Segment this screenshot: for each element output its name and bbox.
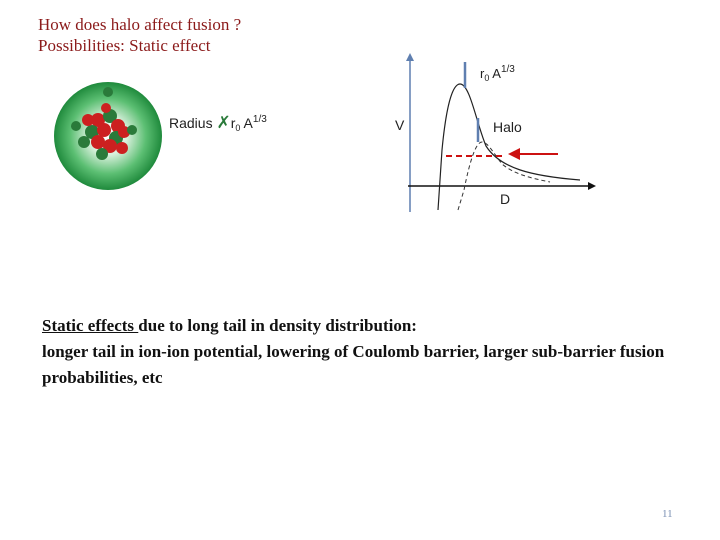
radius-text: Radius bbox=[169, 115, 213, 131]
radius-label bbox=[169, 113, 267, 133]
halo-neutron bbox=[127, 125, 137, 135]
d-axis-arrowhead bbox=[588, 182, 596, 190]
explanation-line-1: Static effects due to long tail in density distribution: bbox=[42, 316, 417, 335]
halo-label: Halo bbox=[493, 119, 522, 135]
halo-cloud bbox=[54, 82, 162, 190]
halo-neutron bbox=[71, 121, 81, 131]
halo-neutron bbox=[103, 87, 113, 97]
halo-nucleus-illustration bbox=[52, 80, 164, 192]
title-line-1: How does halo affect fusion ? bbox=[38, 15, 242, 34]
explanation-text bbox=[42, 313, 682, 391]
explanation-line-2: longer tail in ion-ion potential, lowering of Coulomb barrier, larger sub-barrier fusion probabilities, etc bbox=[42, 342, 665, 387]
page-number: 11 bbox=[662, 508, 673, 520]
a-symbol: $A^{1/3}$ bbox=[243, 114, 267, 131]
v-axis-label: V bbox=[395, 117, 405, 133]
r0-a-top-label: $r_0$ $A^{1/3}$ bbox=[480, 64, 515, 83]
d-axis-label: D bbox=[500, 191, 511, 207]
incoming-arrow-head bbox=[508, 148, 520, 160]
x-mark-icon: ✗ bbox=[216, 113, 231, 132]
static-effects-term: Static effects bbox=[42, 316, 139, 335]
title-line-2: Possibilities: Static effect bbox=[38, 36, 211, 55]
r0-symbol: $r_0$ bbox=[230, 115, 241, 133]
slide-title bbox=[38, 14, 241, 56]
v-axis-arrowhead bbox=[406, 53, 414, 61]
